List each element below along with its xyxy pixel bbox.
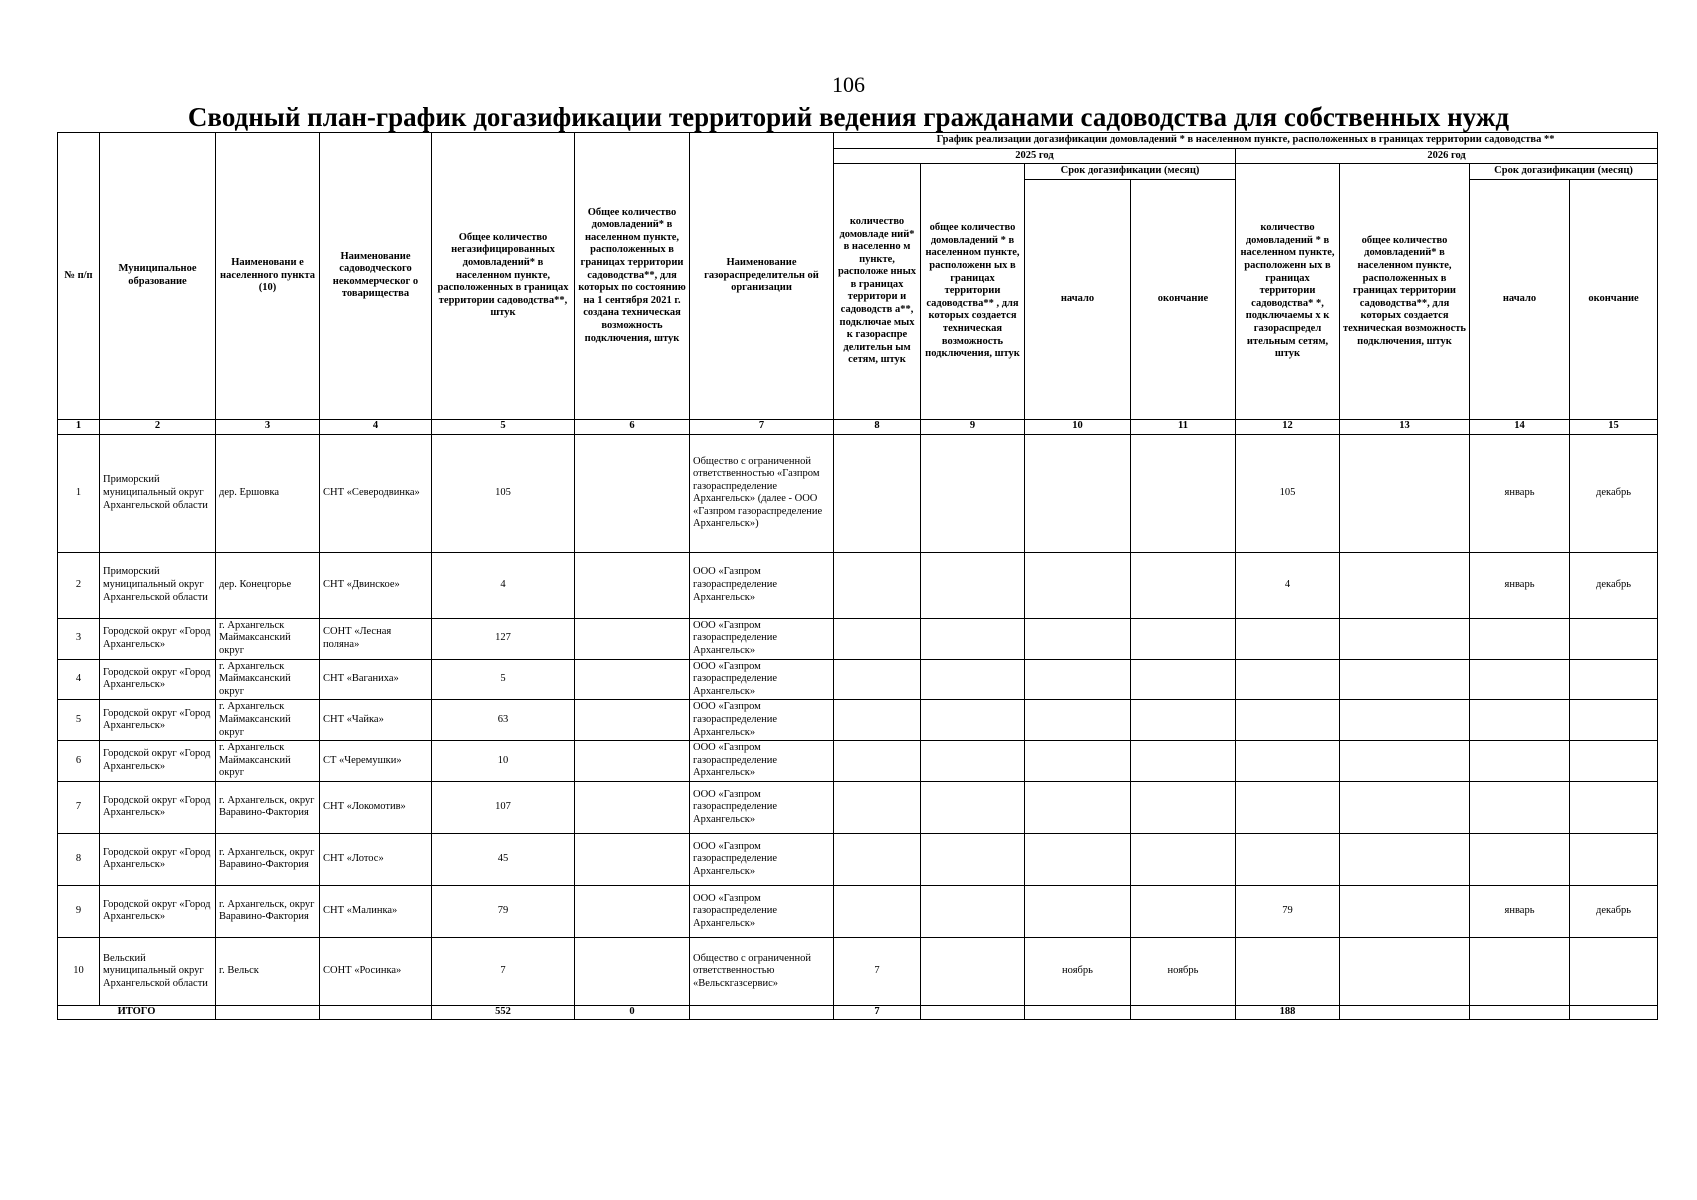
table-row: [58, 833, 1658, 885]
2026-end-cell: декабрь: [1570, 552, 1658, 618]
page-number: 106: [832, 72, 865, 97]
2026-start-cell: январь: [1470, 434, 1570, 552]
2025-start-cell: [1025, 833, 1131, 885]
column-number: 4: [320, 419, 432, 434]
municipality-cell: Городской округ «Город Архангельск»: [100, 741, 216, 782]
municipality-cell: Городской округ «Город Архангельск»: [100, 833, 216, 885]
2026-connected-cell: [1236, 659, 1340, 700]
gas-organization-cell: ООО «Газпром газораспределение Архангельск»: [690, 552, 834, 618]
total-2025-connected: 7: [834, 1005, 921, 1019]
2026-connected-cell: 4: [1236, 552, 1340, 618]
2025-end-cell: [1131, 434, 1236, 552]
municipality-cell: Городской округ «Город Архангельск»: [100, 885, 216, 937]
partnership-cell: СНТ «Северодвинка»: [320, 434, 432, 552]
header-non-gasified-count: Общее количество негазифицированных домовладений* в населенном пункте, расположенных в границах территории садоводства**, штук: [432, 133, 575, 420]
partnership-cell: СНТ «Ваганиха»: [320, 659, 432, 700]
2026-tech-possibility-cell: [1340, 659, 1470, 700]
partnership-cell: СНТ «Локомотив»: [320, 781, 432, 833]
row-number: 3: [58, 618, 100, 659]
2025-end-cell: [1131, 700, 1236, 741]
row-number: 9: [58, 885, 100, 937]
2025-start-cell: [1025, 781, 1131, 833]
tech-possibility-cell: [575, 833, 690, 885]
gas-organization-cell: ООО «Газпром газораспределение Архангельск»: [690, 885, 834, 937]
2025-start-cell: [1025, 700, 1131, 741]
2025-start-cell: [1025, 434, 1131, 552]
gasification-schedule-table: [57, 132, 1658, 1020]
2026-end-cell: [1570, 781, 1658, 833]
2026-connected-cell: [1236, 937, 1340, 1005]
2026-tech-possibility-cell: [1340, 741, 1470, 782]
table-row: [58, 781, 1658, 833]
settlement-cell: г. Архангельск, округ Варавино-Фактория: [216, 833, 320, 885]
column-number: 11: [1131, 419, 1236, 434]
2026-start-cell: [1470, 781, 1570, 833]
table-row: [58, 659, 1658, 700]
header-tech-possibility-count: Общее количество домовладений* в населенном пункте, расположенных в границах территории садоводства**, для которых по состоянию на 1 сентября 2021 г. создана техническая возможность подключения, штук: [575, 133, 690, 420]
2026-end-cell: [1570, 741, 1658, 782]
2025-tech-possibility-cell: [921, 700, 1025, 741]
2026-end-cell: [1570, 937, 1658, 1005]
2026-tech-possibility-cell: [1340, 885, 1470, 937]
settlement-cell: дер. Конецгорье: [216, 552, 320, 618]
2025-end-cell: [1131, 833, 1236, 885]
2026-tech-possibility-cell: [1340, 781, 1470, 833]
total-cell: [216, 1005, 320, 1019]
tech-possibility-cell: [575, 937, 690, 1005]
non-gasified-cell: 7: [432, 937, 575, 1005]
2026-tech-possibility-cell: [1340, 618, 1470, 659]
row-number: 4: [58, 659, 100, 700]
2026-connected-cell: [1236, 781, 1340, 833]
header-2025-end: окончание: [1131, 179, 1236, 419]
2026-connected-cell: [1236, 741, 1340, 782]
row-number: 1: [58, 434, 100, 552]
partnership-cell: СОНТ «Лесная поляна»: [320, 618, 432, 659]
total-cell: [1025, 1005, 1131, 1019]
2025-tech-possibility-cell: [921, 741, 1025, 782]
total-cell: [1340, 1005, 1470, 1019]
2026-connected-cell: 105: [1236, 434, 1340, 552]
tech-possibility-cell: [575, 659, 690, 700]
2025-tech-possibility-cell: [921, 434, 1025, 552]
2025-connected-cell: [834, 741, 921, 782]
document-title: Сводный план-график догазификации территорий ведения гражданами садоводства для собственных нужд: [187, 102, 1510, 132]
tech-possibility-cell: [575, 618, 690, 659]
gas-organization-cell: ООО «Газпром газораспределение Архангельск»: [690, 741, 834, 782]
2025-connected-cell: [834, 618, 921, 659]
column-number: 15: [1570, 419, 1658, 434]
tech-possibility-cell: [575, 885, 690, 937]
settlement-cell: г. Архангельск Маймаксанский округ: [216, 659, 320, 700]
header-2026-start: начало: [1470, 179, 1570, 419]
table-body: [58, 434, 1658, 1005]
2026-tech-possibility-cell: [1340, 833, 1470, 885]
tech-possibility-cell: [575, 552, 690, 618]
header-settlement: Наименовани е населенного пункта (10): [216, 133, 320, 420]
partnership-cell: СНТ «Лотос»: [320, 833, 432, 885]
non-gasified-cell: 63: [432, 700, 575, 741]
2025-connected-cell: [834, 833, 921, 885]
2026-start-cell: [1470, 833, 1570, 885]
gas-organization-cell: ООО «Газпром газораспределение Архангельск»: [690, 781, 834, 833]
header-schedule: График реализации догазификации домовладений * в населенном пункте, расположенных в границах территории садоводства **: [834, 133, 1658, 149]
2025-connected-cell: [834, 434, 921, 552]
non-gasified-cell: 10: [432, 741, 575, 782]
column-number: 6: [575, 419, 690, 434]
table-row: [58, 937, 1658, 1005]
non-gasified-cell: 45: [432, 833, 575, 885]
row-number: 8: [58, 833, 100, 885]
column-number: 8: [834, 419, 921, 434]
header-year-2026: 2026 год: [1236, 148, 1658, 164]
2025-tech-possibility-cell: [921, 885, 1025, 937]
2025-connected-cell: [834, 659, 921, 700]
gas-organization-cell: ООО «Газпром газораспределение Архангельск»: [690, 659, 834, 700]
column-number: 10: [1025, 419, 1131, 434]
tech-possibility-cell: [575, 700, 690, 741]
header-2026-term: Срок догазификации (месяц): [1470, 164, 1658, 180]
2025-end-cell: [1131, 741, 1236, 782]
settlement-cell: г. Вельск: [216, 937, 320, 1005]
2026-start-cell: [1470, 700, 1570, 741]
column-number: 9: [921, 419, 1025, 434]
2026-start-cell: январь: [1470, 885, 1570, 937]
header-2025-term: Срок догазификации (месяц): [1025, 164, 1236, 180]
gas-organization-cell: ООО «Газпром газораспределение Архангельск»: [690, 618, 834, 659]
municipality-cell: Приморский муниципальный округ Архангельской области: [100, 434, 216, 552]
header-year-2025: 2025 год: [834, 148, 1236, 164]
2025-end-cell: ноябрь: [1131, 937, 1236, 1005]
2025-start-cell: ноябрь: [1025, 937, 1131, 1005]
2026-end-cell: [1570, 618, 1658, 659]
total-cell: [690, 1005, 834, 1019]
settlement-cell: г. Архангельск Маймаксанский округ: [216, 618, 320, 659]
row-number: 10: [58, 937, 100, 1005]
2026-end-cell: декабрь: [1570, 885, 1658, 937]
header-partnership: Наименование садоводческого некоммерческог о товарищества: [320, 133, 432, 420]
header-number: № п/п: [58, 133, 100, 420]
gas-organization-cell: Общество с ограниченной ответственностью «Газпром газораспределение Архангельск» (далее - ООО «Газпром газораспределение Архангельск»): [690, 434, 834, 552]
table-row: [58, 885, 1658, 937]
table-row: [58, 434, 1658, 552]
2026-end-cell: [1570, 700, 1658, 741]
partnership-cell: СНТ «Чайка»: [320, 700, 432, 741]
gas-organization-cell: ООО «Газпром газораспределение Архангельск»: [690, 833, 834, 885]
municipality-cell: Городской округ «Город Архангельск»: [100, 659, 216, 700]
column-number: 12: [1236, 419, 1340, 434]
2025-start-cell: [1025, 659, 1131, 700]
column-number: 2: [100, 419, 216, 434]
non-gasified-cell: 5: [432, 659, 575, 700]
settlement-cell: г. Архангельск Маймаксанский округ: [216, 700, 320, 741]
total-row: [58, 1005, 1658, 1019]
2026-connected-cell: [1236, 700, 1340, 741]
total-cell: [320, 1005, 432, 1019]
row-number: 2: [58, 552, 100, 618]
2025-end-cell: [1131, 618, 1236, 659]
2025-start-cell: [1025, 885, 1131, 937]
2025-end-cell: [1131, 885, 1236, 937]
2025-connected-cell: [834, 700, 921, 741]
2026-tech-possibility-cell: [1340, 700, 1470, 741]
row-number: 6: [58, 741, 100, 782]
table-row: [58, 618, 1658, 659]
header-2026-tech-possibility: общее количество домовладений* в населенном пункте, расположенных в границах территории садоводства**, для которых создается техническая возможность подключения, штук: [1340, 164, 1470, 420]
2026-end-cell: декабрь: [1570, 434, 1658, 552]
2025-connected-cell: [834, 552, 921, 618]
municipality-cell: Городской округ «Город Архангельск»: [100, 618, 216, 659]
settlement-cell: г. Архангельск, округ Варавино-Фактория: [216, 885, 320, 937]
2026-start-cell: [1470, 741, 1570, 782]
2025-tech-possibility-cell: [921, 833, 1025, 885]
column-number-row: [58, 419, 1658, 434]
2025-start-cell: [1025, 741, 1131, 782]
header-2025-start: начало: [1025, 179, 1131, 419]
total-label: ИТОГО: [58, 1005, 216, 1019]
2025-end-cell: [1131, 552, 1236, 618]
2026-start-cell: [1470, 618, 1570, 659]
total-cell: [1570, 1005, 1658, 1019]
tech-possibility-cell: [575, 741, 690, 782]
header-2026-end: окончание: [1570, 179, 1658, 419]
2026-start-cell: январь: [1470, 552, 1570, 618]
row-number: 5: [58, 700, 100, 741]
2026-start-cell: [1470, 659, 1570, 700]
settlement-cell: г. Архангельск, округ Варавино-Фактория: [216, 781, 320, 833]
total-non-gasified: 552: [432, 1005, 575, 1019]
non-gasified-cell: 105: [432, 434, 575, 552]
2026-end-cell: [1570, 833, 1658, 885]
total-tech-possibility: 0: [575, 1005, 690, 1019]
header-gas-organization: Наименование газораспределительн ой организации: [690, 133, 834, 420]
settlement-cell: г. Архангельск Маймаксанский округ: [216, 741, 320, 782]
non-gasified-cell: 107: [432, 781, 575, 833]
2026-start-cell: [1470, 937, 1570, 1005]
2025-end-cell: [1131, 659, 1236, 700]
column-number: 5: [432, 419, 575, 434]
header-municipality: Муниципальное образование: [100, 133, 216, 420]
2025-tech-possibility-cell: [921, 618, 1025, 659]
municipality-cell: Городской округ «Город Архангельск»: [100, 781, 216, 833]
2026-tech-possibility-cell: [1340, 552, 1470, 618]
2025-end-cell: [1131, 781, 1236, 833]
column-number: 3: [216, 419, 320, 434]
header-2025-connected-count: количество домовладе ний* в населенно м пункте, расположе нных в границах территори и садоводств а**, подключае мых к газораспре делительн ым сетям, штук: [834, 164, 921, 420]
non-gasified-cell: 79: [432, 885, 575, 937]
2026-tech-possibility-cell: [1340, 937, 1470, 1005]
gas-organization-cell: ООО «Газпром газораспределение Архангельск»: [690, 700, 834, 741]
municipality-cell: Городской округ «Город Архангельск»: [100, 700, 216, 741]
2025-connected-cell: 7: [834, 937, 921, 1005]
2025-start-cell: [1025, 618, 1131, 659]
2025-tech-possibility-cell: [921, 552, 1025, 618]
2025-connected-cell: [834, 885, 921, 937]
row-number: 7: [58, 781, 100, 833]
column-number: 13: [1340, 419, 1470, 434]
header-2025-tech-possibility: общее количество домовладений * в населенном пункте, расположенн ых в границах территории садоводства** , для которых создается техническая возможность подключения, штук: [921, 164, 1025, 420]
partnership-cell: СОНТ «Росинка»: [320, 937, 432, 1005]
table-row: [58, 700, 1658, 741]
2026-connected-cell: [1236, 618, 1340, 659]
municipality-cell: Вельский муниципальный округ Архангельской области: [100, 937, 216, 1005]
non-gasified-cell: 4: [432, 552, 575, 618]
partnership-cell: СНТ «Малинка»: [320, 885, 432, 937]
column-number: 1: [58, 419, 100, 434]
column-number: 7: [690, 419, 834, 434]
header-2026-connected-count: количество домовладений * в населенном пункте, расположенн ых в границах территории садоводства* *, подключаемы х к газораспредел ительным сетям, штук: [1236, 164, 1340, 420]
2025-start-cell: [1025, 552, 1131, 618]
total-cell: [921, 1005, 1025, 1019]
partnership-cell: СТ «Черемушки»: [320, 741, 432, 782]
municipality-cell: Приморский муниципальный округ Архангельской области: [100, 552, 216, 618]
tech-possibility-cell: [575, 781, 690, 833]
2025-tech-possibility-cell: [921, 781, 1025, 833]
total-cell: [1470, 1005, 1570, 1019]
tech-possibility-cell: [575, 434, 690, 552]
partnership-cell: СНТ «Двинское»: [320, 552, 432, 618]
2025-tech-possibility-cell: [921, 659, 1025, 700]
2026-connected-cell: 79: [1236, 885, 1340, 937]
2026-tech-possibility-cell: [1340, 434, 1470, 552]
column-number: 14: [1470, 419, 1570, 434]
table-row: [58, 552, 1658, 618]
2025-connected-cell: [834, 781, 921, 833]
table-row: [58, 741, 1658, 782]
2026-connected-cell: [1236, 833, 1340, 885]
2026-end-cell: [1570, 659, 1658, 700]
gas-organization-cell: Общество с ограниченной ответственностью «Вельскгазсервис»: [690, 937, 834, 1005]
total-2026-connected: 188: [1236, 1005, 1340, 1019]
settlement-cell: дер. Ершовка: [216, 434, 320, 552]
2025-tech-possibility-cell: [921, 937, 1025, 1005]
total-cell: [1131, 1005, 1236, 1019]
non-gasified-cell: 127: [432, 618, 575, 659]
